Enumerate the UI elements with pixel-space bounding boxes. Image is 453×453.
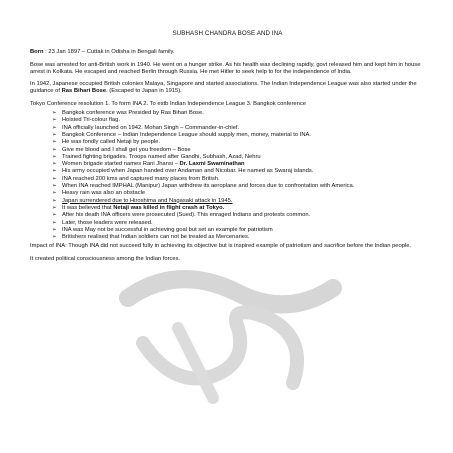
list-item	[52, 205, 425, 212]
bullet-arrow-icon: ➢	[52, 212, 57, 219]
bullet-arrow-icon: ➢	[52, 175, 57, 182]
list-item	[52, 154, 425, 161]
list-item	[52, 198, 425, 205]
bullet-arrow-icon: ➢	[52, 197, 57, 204]
watermark-stroke-1	[128, 279, 333, 304]
bullet-arrow-icon: ➢	[52, 139, 57, 146]
netaji-crash-bold: Netaji was killed in flight crash at Tokyo.	[113, 204, 225, 211]
born-paragraph	[30, 49, 425, 56]
list-item	[52, 110, 425, 117]
japan-text-pre: In 1942, Japanese occupied British colonies Malaya, Singapore and started associations. The Indian Independence League was also started under the guidance of	[30, 81, 417, 95]
list-item	[52, 190, 425, 197]
list-item-text: INA reached 200 kms and captured many places from British.	[62, 175, 220, 182]
list-item	[52, 220, 425, 227]
bullet-arrow-icon: ➢	[52, 161, 57, 168]
list-item-text: INA officially launched on 1942. Mohan Singh – Commander-in-chief.	[62, 124, 240, 131]
list-item-text: His army occupied when Japan handed over Andaman and Nicobar. He named as Swaraj islands.	[62, 168, 314, 175]
list-item-text: INA was May not be successful in achieving goal but set an example for patriotism	[62, 226, 273, 233]
list-item	[52, 147, 425, 154]
bullet-arrow-icon: ➢	[52, 131, 57, 138]
list-item-text-underlined: Japan surrendered due to Hiroshima and Nagasaki attack in 1945.	[62, 197, 233, 204]
document-body	[30, 30, 425, 268]
list-item-text: After his death INA officers were prosecuted (Sued). This enraged Indians and protests common.	[62, 212, 311, 219]
bullet-arrow-icon: ➢	[52, 234, 57, 241]
page-title: SUBHASH CHANDRA BOSE AND INA	[172, 30, 283, 37]
ras-bihari-bose-bold: Ras Bihari Bose	[61, 88, 107, 95]
list-item-text: Later, those leaders were released.	[62, 219, 153, 226]
watermark-stroke-2	[143, 312, 297, 383]
list-item	[52, 132, 425, 139]
list-item-text: Heavy rain was also an obstacle	[62, 190, 146, 197]
list-item-text: He was fondly called Netaji by people.	[62, 139, 160, 146]
list-item-text: Give me blood and I shall get you freedom – Bose	[62, 146, 191, 153]
list-item-text: Bangkok conference was Presided by Ras Bihari Bose.	[62, 110, 204, 117]
list-item	[52, 125, 425, 132]
bullet-arrow-icon: ➢	[52, 110, 57, 117]
bullet-arrow-icon: ➢	[52, 219, 57, 226]
watermark-logo	[118, 258, 348, 408]
list-item-text-pre: Women brigade started names Rani Jhansi –	[62, 161, 180, 168]
list-item	[52, 168, 425, 175]
watermark-stroke-3	[178, 328, 213, 398]
consciousness-paragraph: It created political consciousness among the Indian forces.	[30, 255, 181, 262]
list-item-text: Bangkok Conference – Indian Independence League should supply men, money, material to INA.	[62, 131, 311, 138]
bullet-arrow-icon: ➢	[52, 117, 57, 124]
japan-text-post: . (Escaped to Japan in 1915).	[106, 88, 182, 95]
arrest-paragraph: Bose was arrested for anti-British work in 1940. He went on a hunger strike. As his health was declining rapidly, govt released him and kept him in house arrest in Kolkata. He escaped and reached Berlin through Russia. He met Hitler to seek help to for the independence of India.	[30, 61, 421, 75]
list-item	[52, 161, 425, 168]
tokyo-conference-line: Tokyo Conference resolution 1. To form INA 2. To estb Indian Independence League 3. Bangkok conference	[30, 100, 306, 107]
list-item	[52, 176, 425, 183]
japan-paragraph	[30, 81, 425, 96]
list-item	[52, 117, 425, 124]
list-item	[52, 212, 425, 219]
bullet-list	[30, 110, 425, 241]
list-item	[52, 139, 425, 146]
list-item-text: Britishers realised that Indian soldiers can not be treated as Mercenaries.	[62, 234, 250, 241]
bullet-arrow-icon: ➢	[52, 124, 57, 131]
list-item	[52, 234, 425, 241]
born-text: : 23 Jan 1897 – Cuttak in Odisha in Bengali family.	[45, 49, 175, 56]
list-item	[52, 183, 425, 190]
list-item-text: Trained fighting brigades. Troops named after Gandhi, Subhash, Azad, Nehru	[62, 153, 261, 160]
list-item-text: When INA reached IMPHAL (Manipur) Japan withdrew its aeroplane and forces due to confrontation with America.	[62, 183, 355, 190]
list-item-text: Hoisted Tri-colour flag.	[62, 117, 120, 124]
bullet-arrow-icon: ➢	[52, 153, 57, 160]
bullet-arrow-icon: ➢	[52, 146, 57, 153]
impact-paragraph: Impact of INA: Though INA did not succeed fully in achieving its objective but is inspired example of patriotism and sacrifice before the Indian people.	[30, 243, 412, 250]
list-item	[52, 227, 425, 234]
list-item-text-pre: It was believed that	[62, 204, 114, 211]
bullet-arrow-icon: ➢	[52, 168, 57, 175]
bullet-arrow-icon: ➢	[52, 190, 57, 197]
bullet-arrow-icon: ➢	[52, 183, 57, 190]
laxmi-swaminathan-bold: Dr. Laxmi Swaminathan	[179, 161, 245, 168]
bullet-arrow-icon: ➢	[52, 204, 57, 211]
born-label: Born	[30, 49, 44, 56]
bullet-arrow-icon: ➢	[52, 226, 57, 233]
